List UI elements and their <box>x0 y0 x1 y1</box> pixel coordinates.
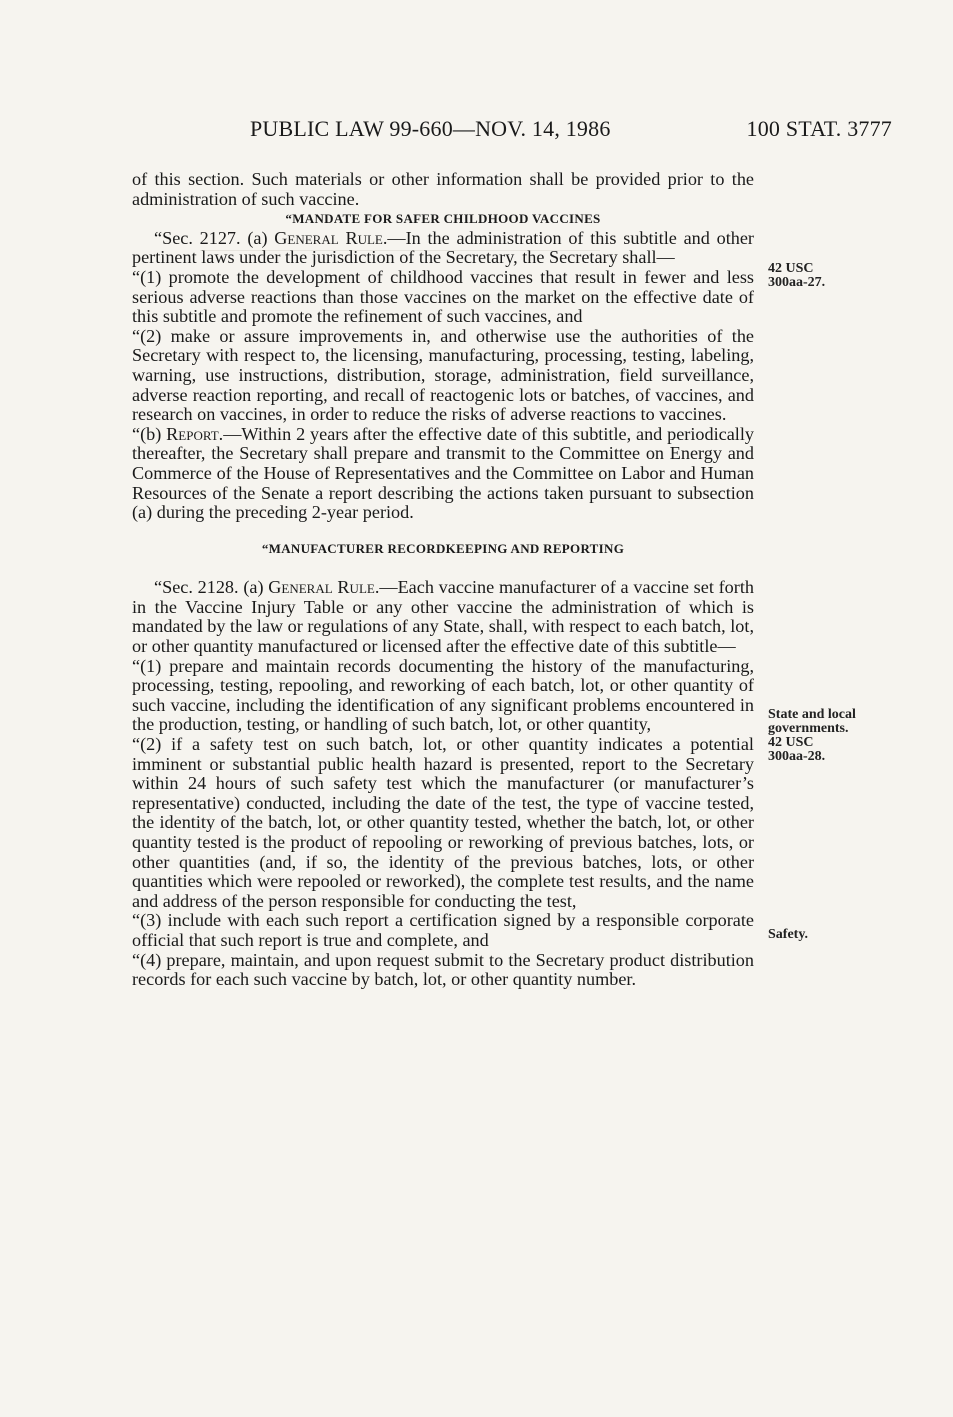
section-2127-lead <box>132 229 754 268</box>
report-label: Report. <box>166 423 224 444</box>
section-2128-heading: “MANUFACTURER RECORDKEEPING AND REPORTING <box>261 540 625 556</box>
intro-paragraph: of this section. Such materials or other information shall be provided prior to the administration of such vaccine. <box>132 169 754 209</box>
margin-note-line: 42 USC <box>768 735 814 750</box>
section-2128-lead <box>132 578 754 656</box>
margin-note-safety <box>768 928 808 942</box>
section-2128-rule-label: General Rule. <box>268 577 380 598</box>
section-2127-number: “Sec. 2127. (a) <box>154 227 275 248</box>
section-2128-item-4: “(4) prepare, maintain, and upon request submit to the Secretary product distribution records for each such vaccine by batch, lot, or other quantity number. <box>132 949 754 990</box>
section-2127-item-1: “(1) promote the development of childhood vaccines that result in fewer and less serious adverse reactions than those vaccines on the market on the effective date of this subtitle and promote the refinement of such vaccines, and <box>132 266 754 327</box>
section-2128-lead-text: —Each vaccine manufacturer of a vaccine set forth in the Vaccine Injury Table or any other vaccine the administration of which is mandated by the law or regulations of any State, shall, with respect to each batch, lot, or other quantity manufactured or licensed after the effective date of this subtitle— <box>132 577 754 657</box>
margin-note-usc-27 <box>768 262 825 290</box>
margin-note-line: 300aa-28. <box>768 749 826 764</box>
margin-note-line: Safety. <box>768 927 809 942</box>
margin-note-line: 300aa-27. <box>768 275 826 290</box>
margin-note-state-local <box>768 708 898 764</box>
report-subsection-number: “(b) <box>132 423 167 444</box>
running-head-stat: 100 STAT. 3777 <box>746 116 892 141</box>
body-column <box>132 170 754 990</box>
margin-note-line: governments. <box>768 721 849 736</box>
section-2127-lead-text: —In the administration of this subtitle and other pertinent laws under the jurisdiction of the Secretary, the Secretary shall— <box>132 227 754 268</box>
report-text: —Within 2 years after the effective date of this subtitle, and periodically thereafter, the Secretary shall prepare and transmit to the Committee on Energy and Commerce of the House of Representatives and the Committee on Labor and Human Resources of the Senate a report describing the actions taken pursuant to subsection (a) during the preceding 2-year period. <box>132 423 754 523</box>
running-head <box>132 116 892 148</box>
section-2127-report <box>132 425 754 523</box>
margin-note-line: 42 USC <box>768 261 814 276</box>
section-2128-item-1: “(1) prepare and maintain records documenting the history of the manufacturing, processing, testing, repooling, and reworking of each batch, lot, or other quantity of such vaccine, including the identification of any significant problems encountered in the production, testing, or handling of such batch, lot, or other quantity, <box>132 655 754 735</box>
section-2128-number: “Sec. 2128. (a) <box>154 577 269 598</box>
margin-note-line: State and local <box>768 707 856 722</box>
section-2128-item-2: “(2) if a safety test on such batch, lot, or other quantity indicates a potential imminent or substantial public health hazard is presented, report to the Secretary within 24 hours of such safety test which the manufacturer (or manufacturer’s representative) conducted, including the date of the test, the type of vaccine tested, the identity of the batch, lot, or other quantity tested, whether the batch, lot, or other quantity tested is the product of repooling or reworking of previous batches, lots, or other quantities (and, if so, the identity of the previous batches, lots, or other quantities which were repooled or reworked), the complete test results, and the name and address of the person responsible for conducting the test, <box>132 734 754 911</box>
running-head-title: PUBLIC LAW 99-660—NOV. 14, 1986 <box>250 116 611 141</box>
section-2127-heading: “MANDATE FOR SAFER CHILDHOOD VACCINES <box>285 211 601 227</box>
section-2128-item-3: “(3) include with each such report a certification signed by a responsible corporate official that such report is true and complete, and <box>132 910 754 950</box>
section-2127-rule-label: General Rule. <box>274 227 388 248</box>
section-2127-item-2: “(2) make or assure improvements in, and otherwise use the authorities of the Secretary with respect to, the licensing, manufacturing, processing, testing, labeling, warning, use instructions, distribution, storage, administration, field surveillance, adverse reaction reporting, and recall of reactogenic lots or batches, of vaccines, and research on vaccines, in order to reduce the risks of adverse reactions to vaccines. <box>132 325 754 425</box>
